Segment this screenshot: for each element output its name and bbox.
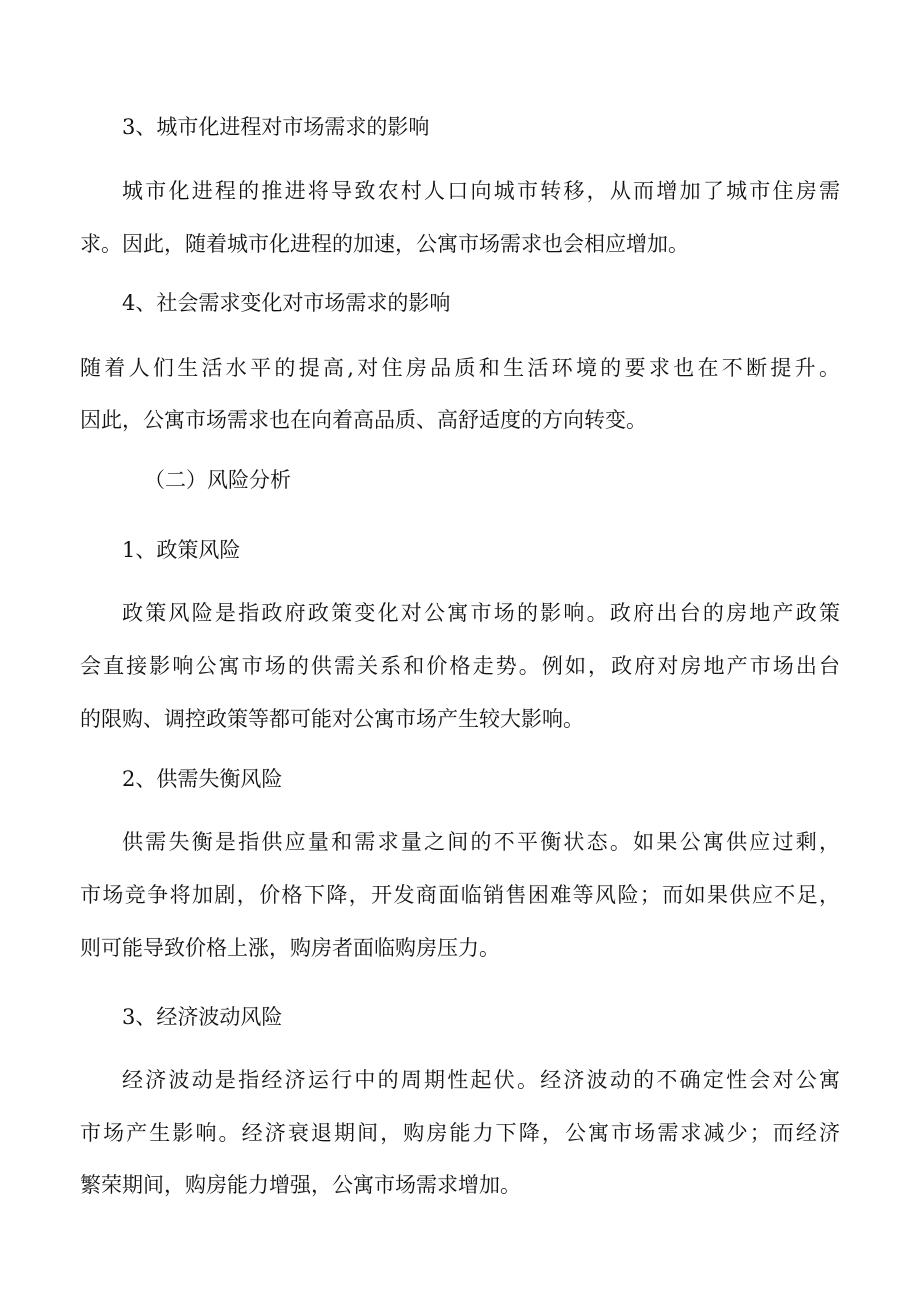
paragraph-supply-demand-line-2: 市场竞争将加剧，价格下降，开发商面临销售困难等风险；而如果供应不足， <box>80 883 840 907</box>
heading-policy-risk: 1、政策风险 <box>122 538 241 562</box>
paragraph-urbanization-line-2: 求。因此，随着城市化进程的加速，公寓市场需求也会相应增加。 <box>80 232 689 256</box>
paragraph-social-demand-line-2: 因此，公寓市场需求也在向着高品质、高舒适度的方向转变。 <box>80 408 647 432</box>
paragraph-economic-risk-line-3: 繁荣期间，购房能力增强，公寓市场需求增加。 <box>80 1173 521 1197</box>
paragraph-supply-demand-line-1: 供需失衡是指供应量和需求量之间的不平衡状态。如果公寓供应过剩， <box>122 830 840 854</box>
paragraph-policy-risk-line-3: 的限购、调控政策等都可能对公寓市场产生较大影响。 <box>80 707 584 731</box>
heading-urbanization: 3、城市化进程对市场需求的影响 <box>122 115 430 139</box>
section-heading-risk-analysis: （二）风险分析 <box>144 468 291 492</box>
paragraph-economic-risk-line-1: 经济波动是指经济运行中的周期性起伏。经济波动的不确定性会对公寓 <box>122 1068 840 1092</box>
heading-supply-demand-risk: 2、供需失衡风险 <box>122 767 283 791</box>
paragraph-policy-risk-line-1: 政策风险是指政府政策变化对公寓市场的影响。政府出台的房地产政策 <box>122 601 840 625</box>
paragraph-economic-risk-line-2: 市场产生影响。经济衰退期间，购房能力下降，公寓市场需求减少；而经济 <box>80 1121 840 1145</box>
paragraph-social-demand-line-1: 随着人们生活水平的提高,对住房品质和生活环境的要求也在不断提升。 <box>80 356 840 380</box>
heading-social-demand: 4、社会需求变化对市场需求的影响 <box>122 291 451 315</box>
paragraph-supply-demand-line-3: 则可能导致价格上涨，购房者面临购房压力。 <box>80 936 500 960</box>
heading-economic-risk: 3、经济波动风险 <box>122 1005 283 1029</box>
paragraph-urbanization-line-1: 城市化进程的推进将导致农村人口向城市转移，从而增加了城市住房需 <box>122 179 840 203</box>
paragraph-policy-risk-line-2: 会直接影响公寓市场的供需关系和价格走势。例如，政府对房地产市场出台 <box>80 654 840 678</box>
